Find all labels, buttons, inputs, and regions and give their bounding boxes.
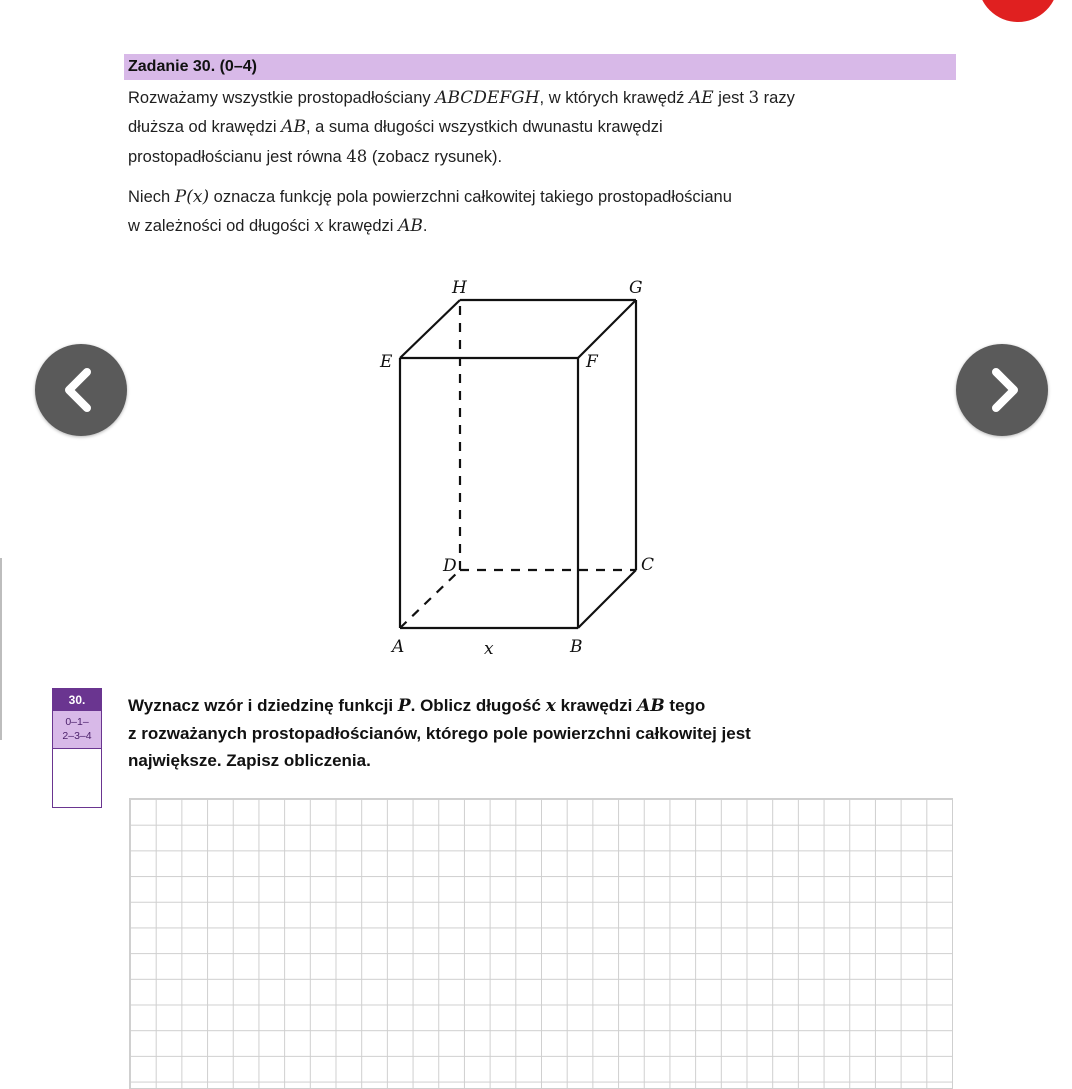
- label-d: D: [443, 556, 457, 576]
- task-title: Zadanie 30. (0–4): [124, 54, 956, 80]
- task-instruction-line-2: z rozważanych prostopadłościanów, którego pole powierzchni całkowitej jest: [128, 724, 751, 743]
- function-definition-line-1: Niech P(x) oznacza funkcję pola powierzchni całkowitej takiego prostopadłościanu: [128, 187, 732, 207]
- cuboid-figure: [370, 268, 670, 663]
- label-f: F: [586, 352, 598, 372]
- label-h: H: [452, 278, 467, 298]
- task-intro-line-3: prostopadłościanu jest równa 48 (zobacz rysunek).: [128, 147, 503, 166]
- page-edge-divider: [0, 558, 2, 740]
- label-b: B: [570, 637, 583, 657]
- edge-ad: [400, 570, 460, 628]
- close-button[interactable]: [978, 0, 1058, 22]
- close-icon: [978, 0, 1058, 22]
- edge-he: [400, 300, 460, 358]
- task-intro-line-1: Rozważamy wszystkie prostopadłościany ABCDEFGH, w których krawędź AE jest 3 razy: [128, 88, 795, 108]
- label-a: A: [392, 637, 405, 657]
- task-instruction-line-3: największe. Zapisz obliczenia.: [128, 751, 371, 770]
- chevron-left-icon: [35, 344, 127, 436]
- task-instruction-line-1: Wyznacz wzór i dziedzinę funkcji P. Oblicz długość x krawędzi AB tego: [128, 696, 706, 716]
- edge-bc: [578, 570, 636, 628]
- task-instruction: [128, 692, 908, 774]
- label-g: G: [629, 278, 643, 298]
- next-page-button[interactable]: [956, 344, 1048, 436]
- label-c: C: [641, 555, 655, 575]
- previous-page-button[interactable]: [35, 344, 127, 436]
- task-intro-line-2: dłuższa od krawędzi AB, a suma długości wszystkich dwunastu krawędzi: [128, 117, 663, 137]
- function-definition-line-2: w zależności od długości x krawędzi AB.: [128, 216, 428, 236]
- label-e: E: [380, 352, 393, 372]
- score-range-line-2: 2–3–4: [62, 730, 92, 742]
- task-intro: [128, 83, 958, 172]
- cuboid-diagram: [370, 268, 670, 663]
- function-definition: [128, 183, 958, 241]
- answer-grid[interactable]: [129, 798, 953, 1089]
- chevron-right-icon: [956, 344, 1048, 436]
- score-task-number: 30.: [53, 689, 101, 711]
- score-range: [53, 711, 101, 749]
- edge-fg: [578, 300, 636, 358]
- score-range-line-1: 0–1–: [65, 716, 89, 728]
- score-box: [52, 688, 102, 808]
- label-x: x: [484, 639, 494, 659]
